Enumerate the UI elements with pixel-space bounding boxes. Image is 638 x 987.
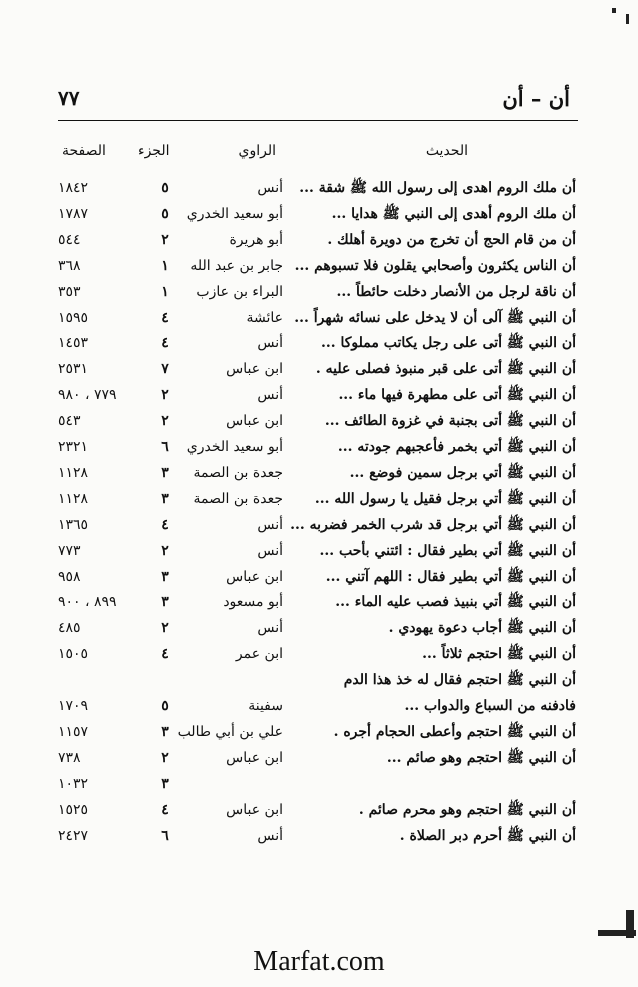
hadith-text: أن النبي ﷺ أتي بطير فقال : اللهم آتني ...: [325, 568, 576, 585]
table-row: [0, 487, 638, 513]
narrator-name: ابن عباس: [226, 413, 283, 430]
volume-number: ٢: [161, 231, 169, 248]
page-reference: ١١٢٨: [58, 490, 89, 507]
hadith-text: أن النبي ﷺ احتجم وهو صائم ...: [386, 749, 576, 766]
table-row: [0, 461, 638, 487]
table-row: [0, 435, 638, 461]
table-row: [0, 228, 638, 254]
scan-speck: [626, 14, 629, 24]
page-reference: ١٧٠٩: [58, 698, 89, 714]
volume-number: ٤: [161, 801, 169, 818]
narrator-name: جعدة بن الصمة: [193, 464, 283, 481]
volume-number: ٤: [161, 309, 169, 326]
page-reference: ١٠٣٢: [58, 775, 89, 792]
hadith-text: أن النبي ﷺ أتي برجل فقيل يا رسول الله ...: [314, 490, 576, 507]
table-row: [0, 694, 638, 720]
hadith-text: أن النبي ﷺ آلى أن لا يدخل على نسائه شهراً ...: [294, 309, 576, 326]
table-row: [0, 280, 638, 306]
column-header-hadith: الحديث: [425, 143, 468, 159]
running-head: أن – أن: [502, 86, 570, 111]
volume-number: ٤: [161, 646, 169, 663]
page-reference: ١٧٨٧: [58, 205, 89, 222]
narrator-name: أنس: [257, 516, 283, 533]
narrator-name: أنس: [257, 387, 283, 404]
narrator-name: سفينة: [248, 698, 283, 714]
volume-number: ٣: [161, 490, 169, 507]
narrator-name: ابن عباس: [226, 568, 283, 585]
volume-number: ٦: [161, 827, 169, 844]
hadith-text: أن النبي ﷺ أحرم دبر الصلاة .: [399, 827, 576, 844]
table-row: [0, 539, 638, 565]
narrator-name: أنس: [257, 620, 283, 637]
page-reference: ١٥٩٥: [58, 309, 89, 326]
volume-number: ٢: [161, 387, 169, 404]
column-header-page: الصفحة: [62, 143, 106, 159]
volume-number: ٤: [161, 335, 169, 352]
hadith-text: أن ناقة لرجل من الأنصار دخلت حائطاً ...: [336, 283, 576, 300]
volume-number: ٢: [161, 620, 169, 637]
table-row: [0, 202, 638, 228]
narrator-name: ابن عباس: [226, 361, 283, 378]
page-reference: ٧٧٣: [58, 542, 81, 559]
table-row: [0, 798, 638, 824]
volume-number: ٤: [161, 516, 169, 533]
table-row: [0, 772, 638, 798]
page-number: ٧٧: [58, 86, 80, 110]
hadith-text: أن النبي ﷺ احتجم وهو محرم صائم .: [358, 801, 576, 818]
hadith-text: أن النبي ﷺ أتي بنبيذ فصب عليه الماء ...: [335, 594, 576, 611]
page-reference: ٢٣٢١: [58, 439, 89, 455]
page-reference: ٥٤٤: [58, 231, 81, 248]
hadith-text: أن النبي ﷺ أتى بجنبة في غزوة الطائف ...: [324, 413, 576, 430]
hadith-text: أن النبي ﷺ أتى على مطهرة فيها ماء ...: [338, 387, 576, 404]
volume-number: ٣: [161, 594, 169, 611]
table-row: [0, 668, 638, 694]
narrator-name: جعدة بن الصمة: [193, 490, 283, 507]
table-row: [0, 176, 638, 202]
narrator-name: عائشة: [246, 309, 283, 326]
header-rule: [58, 120, 578, 121]
narrator-name: أبو سعيد الخدري: [186, 205, 283, 222]
page-reference: ٢٤٢٧: [58, 827, 89, 844]
hadith-text: أن الناس يكثرون وأصحابي يقلون فلا تسبوهم ...: [294, 257, 576, 274]
narrator-name: ابن عباس: [226, 801, 283, 818]
narrator-name: أنس: [257, 827, 283, 844]
table-row: [0, 254, 638, 280]
hadith-text: أن النبي ﷺ أجاب دعوة يهودي .: [388, 620, 576, 637]
page-header: [58, 86, 570, 116]
narrator-name: أنس: [257, 180, 283, 196]
hadith-text: أن ملك الروم اهدى إلى رسول الله ﷺ شقة ...: [299, 180, 576, 196]
scan-edge-mark: [626, 910, 634, 938]
volume-number: ٥: [161, 205, 169, 222]
volume-number: ١: [161, 283, 169, 300]
narrator-name: أنس: [257, 542, 283, 559]
table-row: [0, 642, 638, 668]
table-row: [0, 513, 638, 539]
narrator-name: علي بن أبي طالب: [177, 723, 283, 740]
hadith-text: أن النبي ﷺ أتى على رجل يكاتب مملوكا ...: [320, 335, 576, 352]
table-row: [0, 616, 638, 642]
table-row: [0, 824, 638, 850]
narrator-name: ابن عباس: [226, 749, 283, 766]
table-row: [0, 720, 638, 746]
hadith-text: أن النبي ﷺ أتي بطير فقال : ائتني بأحب ...: [319, 542, 576, 559]
table-row: [0, 306, 638, 332]
table-row: [0, 746, 638, 772]
narrator-name: أبو مسعود: [223, 594, 283, 611]
narrator-name: أبو سعيد الخدري: [186, 439, 283, 455]
narrator-name: جابر بن عبد الله: [190, 257, 283, 274]
hadith-text: أن النبي ﷺ احتجم ثلاثاً ...: [422, 646, 576, 663]
page-reference: ١١٢٨: [58, 464, 89, 481]
page-reference: ٤٨٥: [58, 620, 81, 637]
hadith-text: أن النبي ﷺ أتي بخمر فأعجبهم جودته ...: [337, 439, 576, 455]
volume-number: ٣: [161, 775, 169, 792]
page-reference: ٣٥٣: [58, 283, 81, 300]
page-reference: ١٤٥٣: [58, 335, 89, 352]
page-reference: ٧٣٨: [58, 749, 81, 766]
table-row: [0, 590, 638, 616]
narrator-name: أبو هريرة: [229, 231, 283, 248]
hadith-text: أن النبي ﷺ أتي برجل سمين فوضع ...: [349, 464, 576, 481]
hadith-text: أن النبي ﷺ أتى على قبر منبوذ فصلى عليه .: [315, 361, 576, 378]
narrator-name: ابن عمر: [235, 646, 283, 663]
narrator-name: أنس: [257, 335, 283, 352]
hadith-text: فادفنه من السباع والدواب ...: [404, 698, 576, 714]
page-reference: ٣٦٨: [58, 257, 81, 274]
narrator-name: البراء بن عازب: [196, 283, 283, 300]
volume-number: ٢: [161, 749, 169, 766]
page-reference: ٩٥٨: [58, 568, 81, 585]
column-header-narrator: الراوي: [238, 143, 276, 159]
volume-number: ٢: [161, 413, 169, 430]
page-reference: ٨٩٩ ، ٩٠٠: [58, 594, 117, 611]
volume-number: ٣: [161, 568, 169, 585]
page-reference: ١١٥٧: [58, 723, 89, 740]
volume-number: ٢: [161, 542, 169, 559]
hadith-text: أن من قام الحج أن تخرج من دويرة أهلك .: [327, 231, 576, 248]
page-reference: ١٨٤٢: [58, 180, 89, 196]
page-reference: ٧٧٩ ، ٩٨٠: [58, 387, 117, 404]
page-reference: ٢٥٣١: [58, 361, 89, 378]
volume-number: ٣: [161, 723, 169, 740]
volume-number: ٧: [161, 361, 169, 378]
page-reference: ١٥٢٥: [58, 801, 89, 818]
column-header-volume: الجزء: [138, 143, 170, 159]
hadith-text: أن النبي ﷺ احتجم وأعطى الحجام أجره .: [333, 723, 576, 740]
scan-speck: [612, 8, 616, 13]
hadith-text: أن النبي ﷺ أتي برجل قد شرب الخمر فضربه ...: [290, 516, 576, 533]
volume-number: ٥: [161, 698, 169, 714]
watermark: Marfat.com: [253, 946, 385, 977]
page-reference: ١٥٠٥: [58, 646, 89, 663]
table-row: [0, 409, 638, 435]
hadith-text: أن النبي ﷺ احتجم فقال له خذ هذا الدم: [343, 672, 576, 689]
table-row: [0, 565, 638, 591]
hadith-text: أن ملك الروم أهدى إلى النبي ﷺ هدايا ...: [331, 205, 576, 222]
table-row: [0, 331, 638, 357]
page-reference: ١٣٦٥: [58, 516, 89, 533]
table-row: [0, 357, 638, 383]
volume-number: ٣: [161, 464, 169, 481]
table-row: [0, 383, 638, 409]
volume-number: ٥: [161, 180, 169, 196]
volume-number: ١: [161, 257, 169, 274]
volume-number: ٦: [161, 439, 169, 455]
page-reference: ٥٤٣: [58, 413, 81, 430]
